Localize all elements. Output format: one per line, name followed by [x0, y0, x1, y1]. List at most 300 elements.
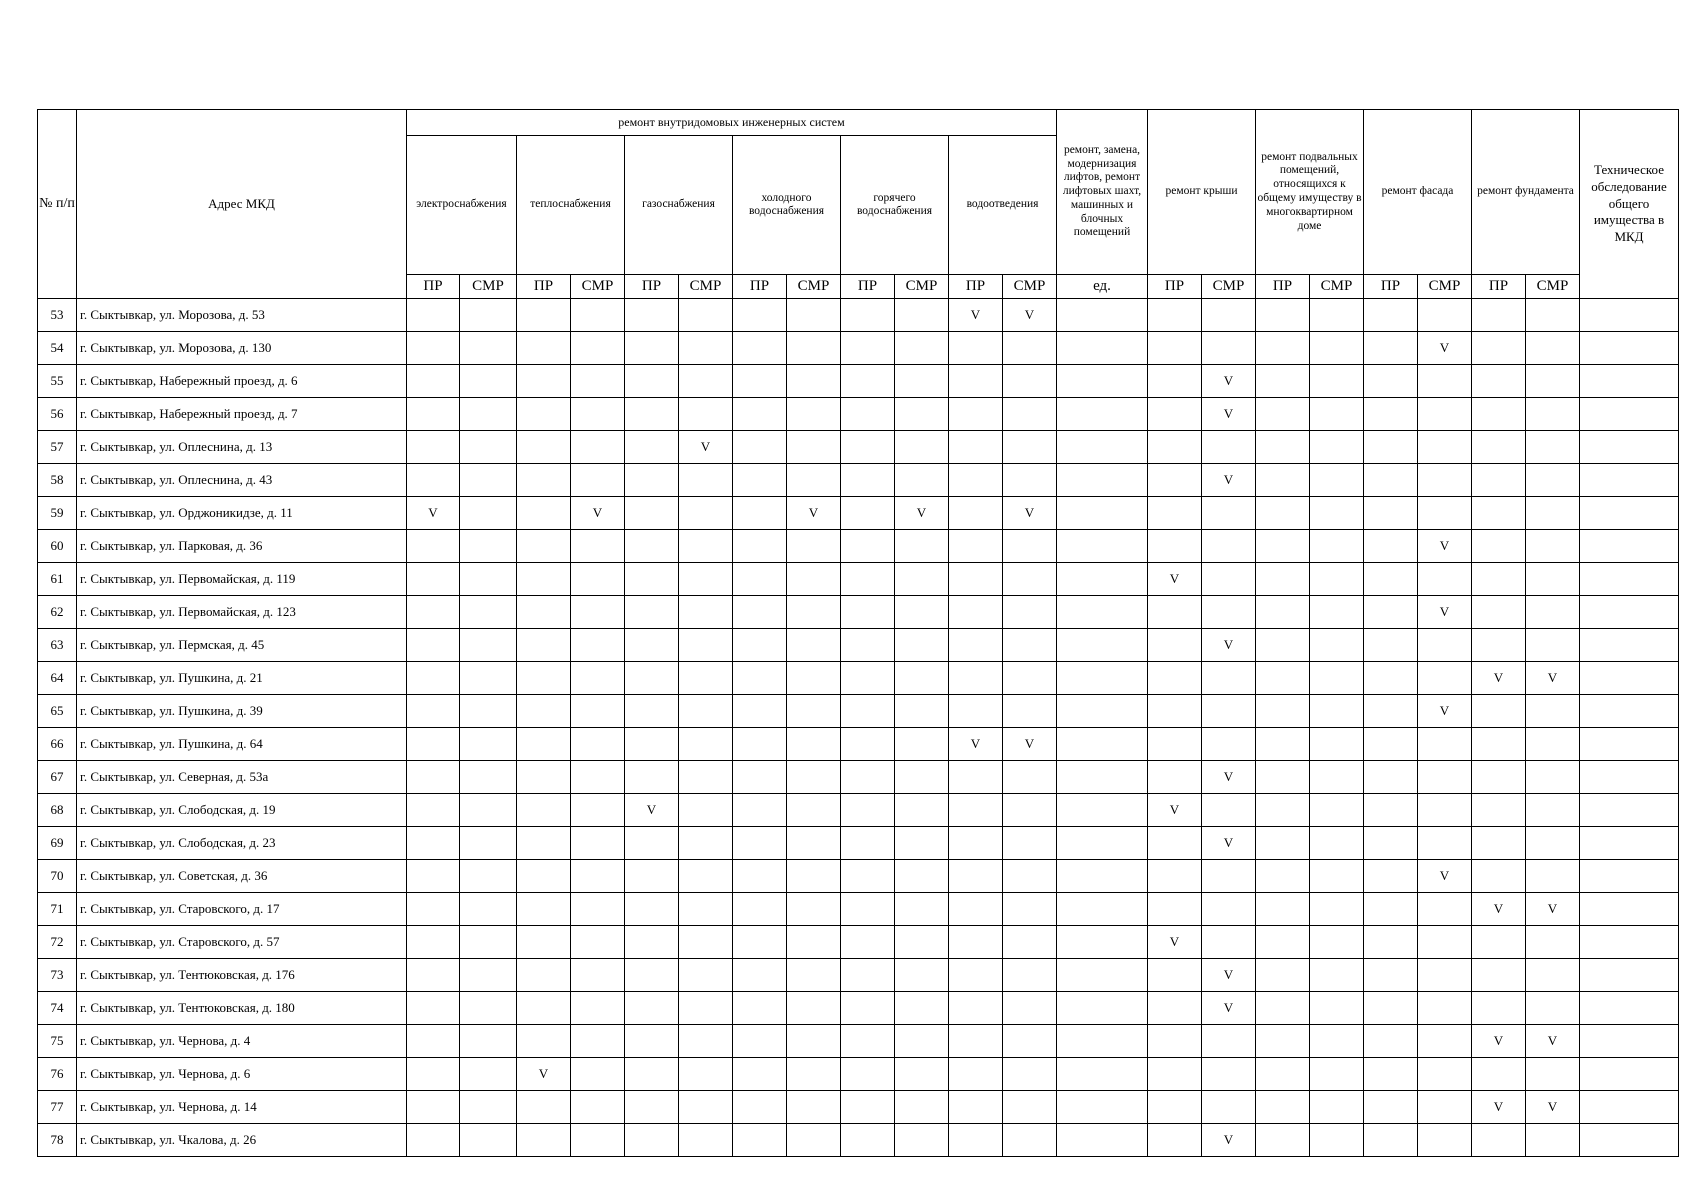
header-elevators: ремонт, замена, модернизация лифтов, ремонт лифтовых шахт, машинных и блочных помещений	[1057, 110, 1148, 275]
empty-cell	[1148, 1091, 1202, 1124]
empty-cell	[1418, 761, 1472, 794]
empty-cell	[571, 860, 625, 893]
empty-cell	[1418, 1058, 1472, 1091]
empty-cell	[517, 662, 571, 695]
row-address: г. Сыктывкар, Набережный проезд, д. 6	[77, 365, 407, 398]
row-number: 53	[38, 299, 77, 332]
table-body	[38, 299, 1679, 1157]
empty-cell	[1364, 662, 1418, 695]
empty-cell	[787, 1124, 841, 1157]
empty-cell	[407, 332, 460, 365]
empty-cell	[949, 530, 1003, 563]
table-row	[38, 332, 1679, 365]
empty-cell	[1526, 332, 1580, 365]
row-number: 60	[38, 530, 77, 563]
empty-cell	[1580, 431, 1679, 464]
empty-cell	[679, 926, 733, 959]
empty-cell	[1580, 629, 1679, 662]
empty-cell	[1472, 827, 1526, 860]
work-mark: V	[1003, 728, 1057, 761]
empty-cell	[949, 992, 1003, 1025]
table-row	[38, 464, 1679, 497]
empty-cell	[1526, 695, 1580, 728]
row-number: 57	[38, 431, 77, 464]
empty-cell	[1256, 398, 1310, 431]
empty-cell	[1202, 662, 1256, 695]
empty-cell	[625, 959, 679, 992]
row-number: 65	[38, 695, 77, 728]
empty-cell	[949, 926, 1003, 959]
work-mark: V	[1202, 629, 1256, 662]
work-mark: V	[1148, 926, 1202, 959]
empty-cell	[787, 1025, 841, 1058]
empty-cell	[949, 332, 1003, 365]
empty-cell	[1256, 662, 1310, 695]
work-mark: V	[1202, 464, 1256, 497]
empty-cell	[841, 629, 895, 662]
empty-cell	[679, 794, 733, 827]
work-mark: V	[679, 431, 733, 464]
empty-cell	[841, 761, 895, 794]
empty-cell	[625, 563, 679, 596]
empty-cell	[1202, 596, 1256, 629]
empty-cell	[841, 365, 895, 398]
empty-cell	[1418, 464, 1472, 497]
empty-cell	[733, 827, 787, 860]
empty-cell	[1310, 860, 1364, 893]
sub-smr: СМР	[1526, 275, 1580, 299]
empty-cell	[1003, 1091, 1057, 1124]
row-number: 78	[38, 1124, 77, 1157]
empty-cell	[1472, 959, 1526, 992]
row-number: 62	[38, 596, 77, 629]
empty-cell	[1580, 728, 1679, 761]
empty-cell	[625, 464, 679, 497]
empty-cell	[1472, 761, 1526, 794]
empty-cell	[517, 761, 571, 794]
empty-cell	[1364, 596, 1418, 629]
empty-cell	[1472, 563, 1526, 596]
empty-cell	[571, 695, 625, 728]
empty-cell	[517, 860, 571, 893]
empty-cell	[1526, 959, 1580, 992]
row-number: 64	[38, 662, 77, 695]
header-hot-water: горячего водоснабжения	[841, 136, 949, 275]
empty-cell	[949, 761, 1003, 794]
work-mark: V	[1418, 332, 1472, 365]
empty-cell	[1202, 794, 1256, 827]
empty-cell	[1310, 629, 1364, 662]
row-address: г. Сыктывкар, ул. Пермская, д. 45	[77, 629, 407, 662]
empty-cell	[460, 662, 517, 695]
empty-cell	[1310, 827, 1364, 860]
sub-smr: СМР	[679, 275, 733, 299]
empty-cell	[1526, 431, 1580, 464]
empty-cell	[895, 992, 949, 1025]
empty-cell	[733, 365, 787, 398]
empty-cell	[1202, 1058, 1256, 1091]
empty-cell	[1148, 893, 1202, 926]
empty-cell	[1256, 299, 1310, 332]
empty-cell	[841, 332, 895, 365]
empty-cell	[460, 1025, 517, 1058]
empty-cell	[1472, 299, 1526, 332]
empty-cell	[517, 794, 571, 827]
empty-cell	[407, 827, 460, 860]
empty-cell	[1256, 464, 1310, 497]
row-address: г. Сыктывкар, ул. Пушкина, д. 64	[77, 728, 407, 761]
empty-cell	[1526, 398, 1580, 431]
empty-cell	[895, 761, 949, 794]
empty-cell	[787, 530, 841, 563]
empty-cell	[787, 860, 841, 893]
empty-cell	[1202, 431, 1256, 464]
empty-cell	[841, 1058, 895, 1091]
empty-cell	[1418, 728, 1472, 761]
row-address: г. Сыктывкар, ул. Чкалова, д. 26	[77, 1124, 407, 1157]
empty-cell	[1256, 1124, 1310, 1157]
empty-cell	[1472, 695, 1526, 728]
table-row	[38, 1025, 1679, 1058]
empty-cell	[787, 662, 841, 695]
empty-cell	[1364, 761, 1418, 794]
empty-cell	[1472, 728, 1526, 761]
empty-cell	[1256, 1058, 1310, 1091]
empty-cell	[841, 596, 895, 629]
empty-cell	[787, 1091, 841, 1124]
empty-cell	[571, 398, 625, 431]
empty-cell	[1364, 332, 1418, 365]
empty-cell	[1256, 431, 1310, 464]
header-roof: ремонт крыши	[1148, 110, 1256, 275]
empty-cell	[571, 365, 625, 398]
empty-cell	[733, 1124, 787, 1157]
empty-cell	[1057, 497, 1148, 530]
row-number: 66	[38, 728, 77, 761]
sub-unit: ед.	[1057, 275, 1148, 299]
empty-cell	[517, 926, 571, 959]
empty-cell	[1526, 629, 1580, 662]
sub-pr: ПР	[517, 275, 571, 299]
empty-cell	[1526, 761, 1580, 794]
empty-cell	[1148, 860, 1202, 893]
table-row	[38, 1058, 1679, 1091]
table-row	[38, 761, 1679, 794]
header-inspection: Техническое обследование общего имущества в МКД	[1580, 110, 1679, 299]
empty-cell	[949, 629, 1003, 662]
empty-cell	[1364, 398, 1418, 431]
empty-cell	[407, 1025, 460, 1058]
empty-cell	[1057, 1058, 1148, 1091]
empty-cell	[1310, 926, 1364, 959]
empty-cell	[787, 332, 841, 365]
empty-cell	[1148, 398, 1202, 431]
empty-cell	[1003, 860, 1057, 893]
table-row	[38, 629, 1679, 662]
empty-cell	[787, 761, 841, 794]
empty-cell	[1148, 662, 1202, 695]
empty-cell	[517, 398, 571, 431]
empty-cell	[1003, 794, 1057, 827]
empty-cell	[679, 398, 733, 431]
empty-cell	[841, 1124, 895, 1157]
empty-cell	[679, 596, 733, 629]
empty-cell	[733, 1058, 787, 1091]
empty-cell	[841, 563, 895, 596]
empty-cell	[625, 992, 679, 1025]
empty-cell	[460, 728, 517, 761]
empty-cell	[1256, 695, 1310, 728]
empty-cell	[1526, 299, 1580, 332]
empty-cell	[571, 431, 625, 464]
empty-cell	[733, 299, 787, 332]
empty-cell	[1003, 1025, 1057, 1058]
empty-cell	[949, 431, 1003, 464]
empty-cell	[1580, 860, 1679, 893]
empty-cell	[1057, 827, 1148, 860]
empty-cell	[1057, 728, 1148, 761]
empty-cell	[460, 464, 517, 497]
empty-cell	[1580, 1058, 1679, 1091]
empty-cell	[1418, 662, 1472, 695]
empty-cell	[841, 893, 895, 926]
table-row	[38, 827, 1679, 860]
repair-plan-table	[37, 109, 1679, 1157]
empty-cell	[517, 563, 571, 596]
empty-cell	[1202, 563, 1256, 596]
empty-cell	[1202, 497, 1256, 530]
empty-cell	[1310, 464, 1364, 497]
empty-cell	[949, 1058, 1003, 1091]
sub-smr: СМР	[1202, 275, 1256, 299]
empty-cell	[1526, 926, 1580, 959]
empty-cell	[1364, 695, 1418, 728]
empty-cell	[679, 860, 733, 893]
empty-cell	[625, 629, 679, 662]
row-number: 71	[38, 893, 77, 926]
empty-cell	[733, 464, 787, 497]
empty-cell	[733, 695, 787, 728]
empty-cell	[1418, 1124, 1472, 1157]
empty-cell	[1057, 563, 1148, 596]
row-address: г. Сыктывкар, Набережный проезд, д. 7	[77, 398, 407, 431]
empty-cell	[1148, 959, 1202, 992]
empty-cell	[733, 1091, 787, 1124]
empty-cell	[1310, 563, 1364, 596]
empty-cell	[949, 827, 1003, 860]
empty-cell	[1364, 629, 1418, 662]
empty-cell	[841, 431, 895, 464]
empty-cell	[733, 629, 787, 662]
empty-cell	[407, 398, 460, 431]
empty-cell	[1057, 860, 1148, 893]
empty-cell	[625, 728, 679, 761]
row-address: г. Сыктывкар, ул. Тентюковская, д. 176	[77, 959, 407, 992]
work-mark: V	[1526, 662, 1580, 695]
row-number: 77	[38, 1091, 77, 1124]
empty-cell	[841, 497, 895, 530]
empty-cell	[1057, 431, 1148, 464]
empty-cell	[1580, 794, 1679, 827]
empty-cell	[1148, 1025, 1202, 1058]
empty-cell	[679, 497, 733, 530]
empty-cell	[517, 1025, 571, 1058]
empty-cell	[1148, 299, 1202, 332]
empty-cell	[1310, 1124, 1364, 1157]
empty-cell	[1580, 761, 1679, 794]
empty-cell	[1057, 761, 1148, 794]
empty-cell	[407, 728, 460, 761]
row-address: г. Сыктывкар, ул. Чернова, д. 6	[77, 1058, 407, 1091]
empty-cell	[1418, 1091, 1472, 1124]
header-num: № п/п	[38, 110, 77, 299]
empty-cell	[1256, 827, 1310, 860]
empty-cell	[1202, 1091, 1256, 1124]
empty-cell	[1580, 398, 1679, 431]
empty-cell	[571, 926, 625, 959]
empty-cell	[1418, 629, 1472, 662]
empty-cell	[841, 827, 895, 860]
empty-cell	[460, 893, 517, 926]
empty-cell	[895, 563, 949, 596]
empty-cell	[1418, 893, 1472, 926]
empty-cell	[460, 629, 517, 662]
empty-cell	[1148, 728, 1202, 761]
empty-cell	[517, 827, 571, 860]
empty-cell	[625, 1025, 679, 1058]
empty-cell	[460, 299, 517, 332]
empty-cell	[787, 992, 841, 1025]
empty-cell	[733, 662, 787, 695]
empty-cell	[1148, 464, 1202, 497]
table-header	[38, 110, 1679, 299]
empty-cell	[1472, 596, 1526, 629]
table-row	[38, 530, 1679, 563]
sub-pr: ПР	[1472, 275, 1526, 299]
empty-cell	[1202, 332, 1256, 365]
empty-cell	[1003, 893, 1057, 926]
empty-cell	[1580, 299, 1679, 332]
empty-cell	[679, 629, 733, 662]
empty-cell	[1202, 926, 1256, 959]
empty-cell	[949, 662, 1003, 695]
empty-cell	[787, 794, 841, 827]
empty-cell	[1364, 827, 1418, 860]
work-mark: V	[1003, 497, 1057, 530]
row-address: г. Сыктывкар, ул. Тентюковская, д. 180	[77, 992, 407, 1025]
table-row	[38, 398, 1679, 431]
empty-cell	[1256, 629, 1310, 662]
work-mark: V	[1202, 365, 1256, 398]
empty-cell	[679, 695, 733, 728]
empty-cell	[1310, 662, 1364, 695]
empty-cell	[949, 860, 1003, 893]
sub-smr: СМР	[895, 275, 949, 299]
row-address: г. Сыктывкар, ул. Морозова, д. 130	[77, 332, 407, 365]
table-row	[38, 860, 1679, 893]
empty-cell	[949, 563, 1003, 596]
empty-cell	[1580, 662, 1679, 695]
row-address: г. Сыктывкар, ул. Старовского, д. 17	[77, 893, 407, 926]
empty-cell	[1364, 365, 1418, 398]
empty-cell	[895, 1124, 949, 1157]
empty-cell	[1364, 893, 1418, 926]
table-row	[38, 299, 1679, 332]
empty-cell	[1202, 299, 1256, 332]
empty-cell	[571, 1124, 625, 1157]
empty-cell	[571, 662, 625, 695]
empty-cell	[1003, 464, 1057, 497]
empty-cell	[1472, 431, 1526, 464]
work-mark: V	[1202, 1124, 1256, 1157]
work-mark: V	[1418, 596, 1472, 629]
empty-cell	[460, 431, 517, 464]
empty-cell	[407, 1124, 460, 1157]
empty-cell	[460, 596, 517, 629]
empty-cell	[1364, 1091, 1418, 1124]
empty-cell	[625, 497, 679, 530]
empty-cell	[787, 629, 841, 662]
empty-cell	[1310, 299, 1364, 332]
empty-cell	[517, 365, 571, 398]
row-number: 73	[38, 959, 77, 992]
empty-cell	[895, 629, 949, 662]
empty-cell	[787, 398, 841, 431]
empty-cell	[1526, 497, 1580, 530]
empty-cell	[407, 1058, 460, 1091]
empty-cell	[625, 695, 679, 728]
empty-cell	[1256, 596, 1310, 629]
empty-cell	[1580, 893, 1679, 926]
empty-cell	[517, 629, 571, 662]
empty-cell	[733, 431, 787, 464]
row-address: г. Сыктывкар, ул. Слободская, д. 23	[77, 827, 407, 860]
empty-cell	[407, 695, 460, 728]
empty-cell	[841, 695, 895, 728]
empty-cell	[1364, 1025, 1418, 1058]
empty-cell	[1418, 1025, 1472, 1058]
empty-cell	[1003, 596, 1057, 629]
empty-cell	[571, 728, 625, 761]
work-mark: V	[949, 728, 1003, 761]
empty-cell	[949, 365, 1003, 398]
sub-smr: СМР	[1003, 275, 1057, 299]
empty-cell	[1364, 464, 1418, 497]
empty-cell	[571, 893, 625, 926]
empty-cell	[949, 1124, 1003, 1157]
empty-cell	[625, 926, 679, 959]
table-row	[38, 365, 1679, 398]
row-address: г. Сыктывкар, ул. Оплеснина, д. 43	[77, 464, 407, 497]
empty-cell	[1148, 332, 1202, 365]
empty-cell	[1472, 530, 1526, 563]
empty-cell	[841, 299, 895, 332]
empty-cell	[841, 464, 895, 497]
empty-cell	[1526, 794, 1580, 827]
empty-cell	[895, 1091, 949, 1124]
empty-cell	[407, 794, 460, 827]
empty-cell	[1526, 1124, 1580, 1157]
empty-cell	[1148, 1058, 1202, 1091]
row-number: 72	[38, 926, 77, 959]
sub-pr: ПР	[841, 275, 895, 299]
empty-cell	[625, 1058, 679, 1091]
work-mark: V	[1202, 398, 1256, 431]
empty-cell	[1003, 332, 1057, 365]
sub-smr: СМР	[1418, 275, 1472, 299]
empty-cell	[517, 959, 571, 992]
empty-cell	[679, 464, 733, 497]
